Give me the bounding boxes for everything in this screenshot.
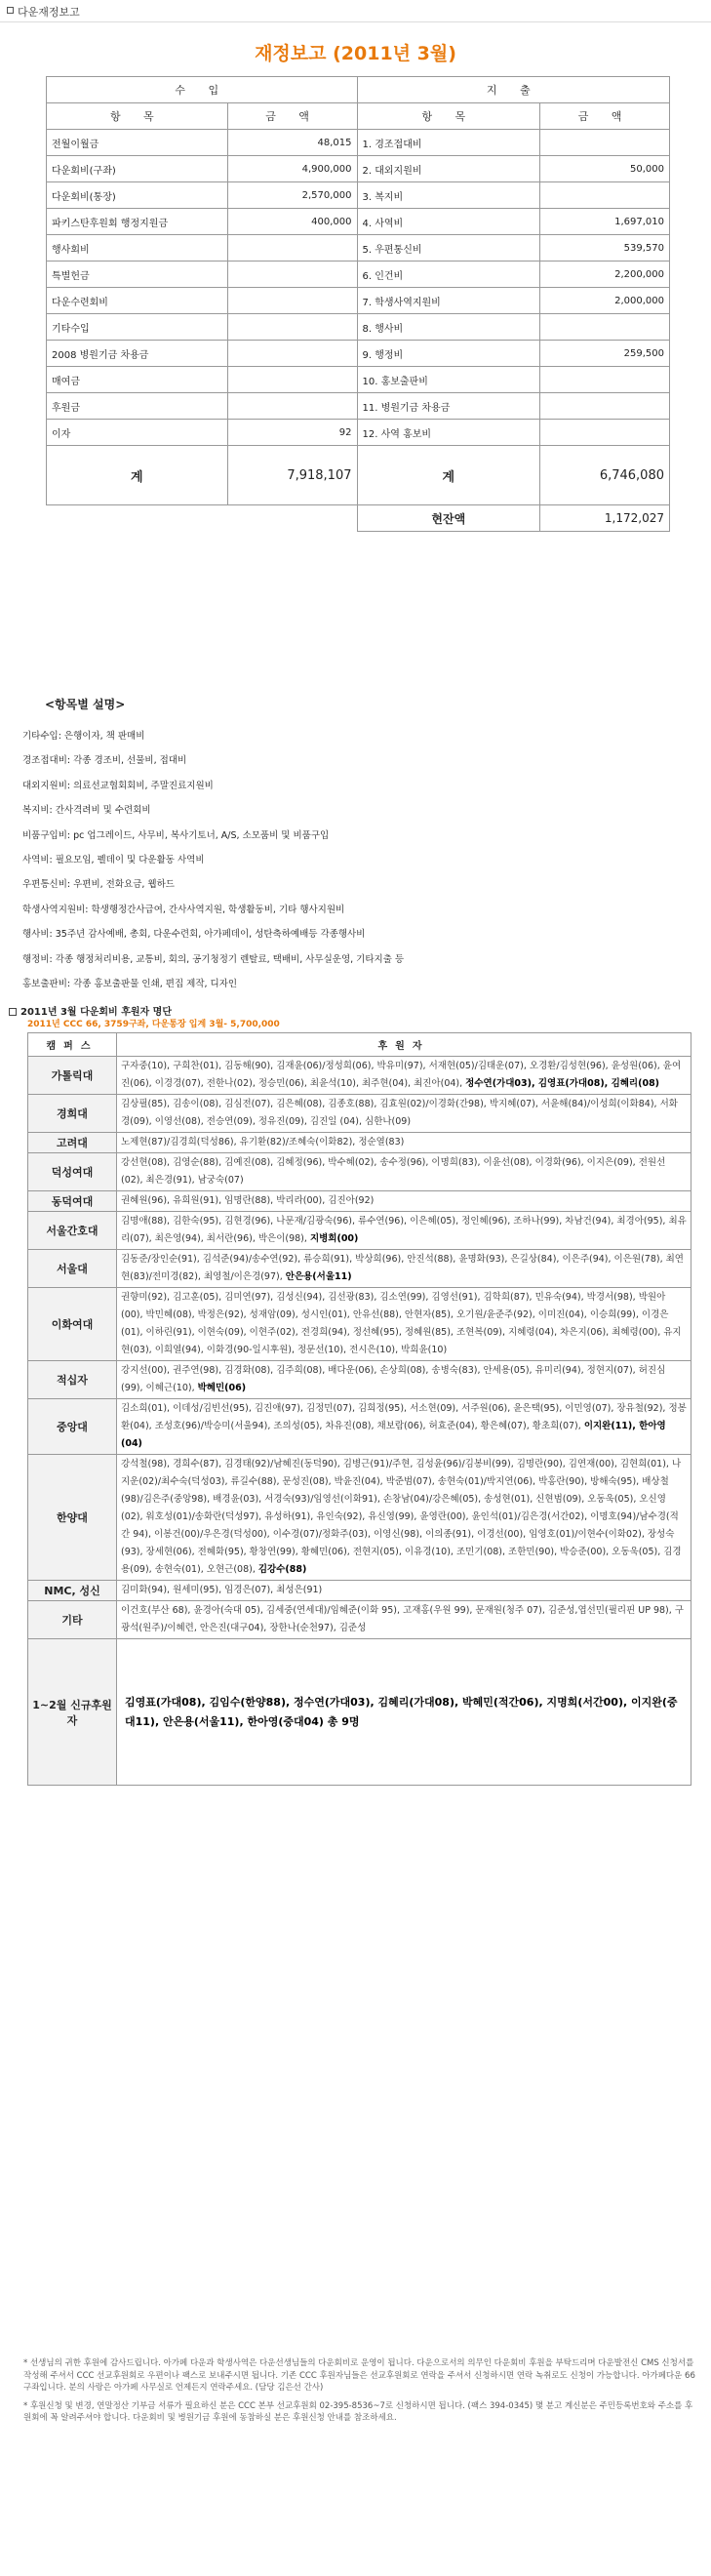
finance-row bbox=[47, 130, 670, 156]
finance-table bbox=[46, 76, 670, 532]
expense-amount: 2,200,000 bbox=[540, 262, 670, 288]
expense-amount bbox=[540, 367, 670, 393]
campus-name: 적십자 bbox=[28, 1361, 117, 1399]
balance-label: 현잔액 bbox=[357, 505, 540, 532]
income-item-header: 항 목 bbox=[47, 103, 228, 130]
bullet-square-icon bbox=[7, 7, 14, 14]
sponsor-names-text: 김상필(85), 김송이(08), 김심전(07), 김은혜(08), 김종호(88), 김효원(02)/이경화(간98), 박지혜(07), 서윤해(84)/이성희(이화84), 서화경(09), 이영선(08), 전승연(09), 정유진(09), 김진일 (04), 심한나(09) bbox=[121, 1099, 678, 1127]
income-header: 수 입 bbox=[47, 77, 358, 103]
sponsor-names bbox=[117, 1601, 691, 1639]
sponsor-names bbox=[117, 1191, 691, 1212]
expense-amount: 539,570 bbox=[540, 235, 670, 262]
legend-item: 비품구입비: pc 업그레이드, 사무비, 복사기토너, A/S, 소모품비 및 비품구입 bbox=[22, 829, 330, 841]
sponsor-row bbox=[28, 1095, 691, 1133]
sponsor-names-text: 권향미(92), 김고훈(05), 김미연(97), 김성신(94), 김선광(83), 김소연(99), 김영선(91), 김학희(87), 민유숙(94), 박경서(98), 박원아(00), 박민혜(08), 박정은(92), 성재암(09), 성시인(01), 안유선(88), 안현자(85), 오기원/윤준주(92), 이미진(04), 이승희(99), 이경은(01), 이하린(91), 이현숙(09), 이현주(02), 전경희(94), 정선혜(95), 정혜원(85), 조현복(09), 지혜령(04), 차은지(06), 최혜령(00), 유지현(03), 이희열(94), 이화경(90-일시후원), 정문선(10), 전시은(10), 박희윤(10) bbox=[121, 1292, 682, 1355]
finance-row bbox=[47, 235, 670, 262]
expense-item: 3. 복지비 bbox=[357, 182, 540, 209]
expense-header: 지 출 bbox=[357, 77, 670, 103]
sponsor-names bbox=[117, 1399, 691, 1455]
sponsor-row bbox=[28, 1399, 691, 1455]
sponsor-names bbox=[117, 1153, 691, 1191]
expense-item: 2. 대외지원비 bbox=[357, 156, 540, 182]
income-total-label: 계 bbox=[47, 446, 228, 505]
sponsor-row bbox=[28, 1212, 691, 1250]
expense-item: 12. 사역 홍보비 bbox=[357, 420, 540, 446]
income-amount: 92 bbox=[227, 420, 357, 446]
income-amount bbox=[227, 262, 357, 288]
expense-item: 5. 우편통신비 bbox=[357, 235, 540, 262]
legend-item: 행정비: 각종 행정처리비용, 교통비, 회의, 공기청정기 렌탈료, 택배비, 사무실운영, 기타지출 등 bbox=[22, 953, 405, 965]
expense-amount bbox=[540, 314, 670, 341]
income-item: 다운회비(구좌) bbox=[47, 156, 228, 182]
expense-item: 1. 경조접대비 bbox=[357, 130, 540, 156]
total-row bbox=[47, 446, 670, 505]
sponsor-names-text: 김미화(94), 원세미(95), 임경은(07), 최성은(91) bbox=[121, 1585, 323, 1595]
income-item: 파키스탄후원회 행정지원금 bbox=[47, 209, 228, 235]
sponsor-names-highlight: 박혜민(06) bbox=[197, 1383, 247, 1393]
income-amount-header: 금 액 bbox=[227, 103, 357, 130]
legend-item: 우편통신비: 우편비, 전화요금, 웹하드 bbox=[22, 879, 175, 891]
sponsor-names bbox=[117, 1212, 691, 1250]
legend-item: 행사비: 35주년 감사예배, 총회, 다운수련회, 아가페데이, 성탄축하예배등 각종행사비 bbox=[22, 929, 366, 941]
campus-name: 덕성여대 bbox=[28, 1153, 117, 1191]
sponsor-names-highlight: 지병희(00) bbox=[309, 1233, 359, 1244]
income-amount bbox=[227, 288, 357, 314]
income-amount: 48,015 bbox=[227, 130, 357, 156]
sponsor-row bbox=[28, 1639, 691, 1786]
sponsor-names bbox=[117, 1057, 691, 1095]
expense-item: 8. 행사비 bbox=[357, 314, 540, 341]
expense-item: 6. 인건비 bbox=[357, 262, 540, 288]
income-item: 다운수련회비 bbox=[47, 288, 228, 314]
expense-item: 7. 학생사역지원비 bbox=[357, 288, 540, 314]
income-total: 7,918,107 bbox=[227, 446, 357, 505]
campus-name: 고려대 bbox=[28, 1133, 117, 1153]
sponsor-row bbox=[28, 1455, 691, 1581]
legend-item: 대외지원비: 의료선교협회회비, 주말진료지원비 bbox=[22, 780, 214, 791]
legend-item: 홍보출판비: 각종 홍보출판물 인쇄, 편집 제작, 디자인 bbox=[22, 978, 238, 989]
balance-amount: 1,172,027 bbox=[540, 505, 670, 532]
sponsor-names-text: 권혜원(96), 유희원(91), 임명란(88), 박리라(00), 김진아(92) bbox=[121, 1195, 375, 1206]
sponsor-names-highlight: 김영표(가대08), 김임수(한양88), 정수연(가대03), 김혜리(가대08), 박혜민(적간06), 지명희(서간00), 이지완(중대11), 안은용(서울11), 한아영(중대04) 총 9명 bbox=[125, 1695, 678, 1728]
income-item: 다운회비(통장) bbox=[47, 182, 228, 209]
campus-name: 한양대 bbox=[28, 1455, 117, 1581]
footnote-1: * 선생님의 귀한 후원에 감사드립니다. 아가페 다운과 학생사역은 다운선생님들의 다운회비로 운영이 됩니다. 다운으로서의 의무인 다운회비 후원을 부탁드리며 다운발전신 CMS 신청서를 작성해 주셔서 CCC 선교후원회로 우편이나 팩스로 보내주시면 됩니다. 기존 CCC 후원자님들은 선교후원회로 연락을 주셔서 신청하시면 연락 녹취로도 신청이 가능합니다. 아가페다운 66구좌입니다. 분의 사랑은 아가페 사무실로 언제든지 연락주세요. (담당 김은선 간사) bbox=[23, 2358, 695, 2393]
sponsor-names-highlight: 김강수(88) bbox=[257, 1564, 307, 1575]
report-title: 재정보고 (2011년 3월) bbox=[255, 43, 456, 64]
expense-amount bbox=[540, 182, 670, 209]
income-item: 전월이월금 bbox=[47, 130, 228, 156]
sponsor-names bbox=[117, 1250, 691, 1288]
top-bar bbox=[0, 0, 711, 22]
campus-name: 1~2월 신규후원자 bbox=[28, 1639, 117, 1786]
sponsor-row bbox=[28, 1601, 691, 1639]
legend-item: 사역비: 필요모임, 펠데이 및 다운활동 사역비 bbox=[22, 854, 205, 865]
item-description-list bbox=[22, 724, 686, 996]
finance-row bbox=[47, 182, 670, 209]
campus-name: 가톨릭대 bbox=[28, 1057, 117, 1095]
income-amount bbox=[227, 314, 357, 341]
legend-title: <항목별 설명> bbox=[45, 698, 126, 711]
campus-header: 캠퍼스 bbox=[28, 1033, 117, 1057]
sponsor-names bbox=[117, 1095, 691, 1133]
expense-amount: 259,500 bbox=[540, 341, 670, 367]
expense-item: 9. 행정비 bbox=[357, 341, 540, 367]
footnotes bbox=[23, 2357, 696, 2431]
expense-amount: 50,000 bbox=[540, 156, 670, 182]
sponsor-header: 후원자 bbox=[117, 1033, 691, 1057]
income-item: 2008 병원기금 차용금 bbox=[47, 341, 228, 367]
legend-item: 학생사역지원비: 학생행정간사급여, 간사사역지원, 학생활동비, 기타 행사지원비 bbox=[22, 904, 345, 915]
balance-row bbox=[47, 505, 670, 532]
sponsor-row bbox=[28, 1581, 691, 1601]
sponsor-names-text: 김소희(01), 이데성/김빈선(95), 김진애(97), 김정민(07), 김희정(95), 서소현(09), 서주원(06), 윤은택(95), 이민영(07), 장유철(92), 정봉환(04), 조성호(96)/박승미(서울94), 조의성(05), 차유진(08), 채보람(06), 허효준(04), 황은혜(07), 황초희(07), bbox=[121, 1403, 687, 1431]
sponsor-names bbox=[117, 1133, 691, 1153]
income-amount: 2,570,000 bbox=[227, 182, 357, 209]
campus-name: 서울대 bbox=[28, 1250, 117, 1288]
sponsor-row bbox=[28, 1153, 691, 1191]
sponsor-names-highlight: 정수연(가대03), 김영표(가대08), 김혜리(08) bbox=[465, 1078, 660, 1089]
expense-amount bbox=[540, 393, 670, 420]
sponsor-row bbox=[28, 1288, 691, 1361]
footnote-2: * 후원신청 및 변경, 연말정산 기부금 서류가 필요하신 분은 CCC 본부 선교후원회 02-395-8536~7로 신청하시면 됩니다. (팩스 394-0345) 몇 분고 계신분은 주민등록번호와 주소를 후원회에 꼭 알려주셔야 합니다. 다운회비 및 병원기금 후원에 동참하실 분은 후원신청 안내를 참조하세요. bbox=[23, 2400, 693, 2423]
income-item: 이자 bbox=[47, 420, 228, 446]
income-amount bbox=[227, 393, 357, 420]
income-item: 매여금 bbox=[47, 367, 228, 393]
sponsor-names-text: 김동준/장인순(91), 김석준(94)/송수연(92), 류승희(91), 박상희(96), 안진석(88), 윤명화(93), 은길상(84), 이은주(94), 이은원(78), 최연현(83)/전미경(82), 최영철/이은경(97), bbox=[121, 1254, 684, 1282]
sponsor-row bbox=[28, 1250, 691, 1288]
sponsor-names bbox=[117, 1455, 691, 1581]
finance-row bbox=[47, 420, 670, 446]
campus-name: 기타 bbox=[28, 1601, 117, 1639]
expense-amount: 2,000,000 bbox=[540, 288, 670, 314]
expense-amount bbox=[540, 420, 670, 446]
sponsor-names-text: 강지선(00), 권주연(98), 김경화(08), 김주희(08), 배다운(06), 손상희(08), 송병숙(83), 안세용(05), 유미리(94), 정현지(07), 허진심(99), 이혜근(10), bbox=[121, 1365, 666, 1393]
income-item: 후원금 bbox=[47, 393, 228, 420]
finance-rows bbox=[47, 130, 670, 446]
expense-total-label: 계 bbox=[357, 446, 540, 505]
expense-amount: 1,697,010 bbox=[540, 209, 670, 235]
expense-amount bbox=[540, 130, 670, 156]
sponsor-names-text: 김명애(88), 김한숙(95), 김현경(96), 나문재/김광숙(96), 류수연(96), 이은혜(05), 정인혜(96), 조하나(99), 차남건(94), 최경아(95), 최유리(07), 최은영(94), 최서란(96), 박은이(98), bbox=[121, 1216, 687, 1244]
sponsor-row bbox=[28, 1191, 691, 1212]
bullet-square-icon bbox=[9, 1008, 17, 1016]
income-item: 특별헌금 bbox=[47, 262, 228, 288]
sponsor-names-text: 강석철(98), 경희수(87), 김경태(92)/남혜진(동덕90), 김병근(91)/주현, 김성윤(96)/김봉비(99), 김명란(90), 김연재(00), 김현희(01), 나지운(02)/최수숙(덕성03), 류길수(88), 문성진(08), 박윤진(04), 박준범(07), 송현숙(01)/박지연(06), 박홍란(90), 방해숙(95), 배상철(98)/김은주(중앙98), 배경윤(03), 서경숙(93)/임영선(이화91), 손창남(04)/강은혜(05), 송성현(01), 신현범(09), 오동욱(05), 오신영(02), 워호성(01)/송화란(덕성97), 유성하(91), 유인숙(92), 유신영(99), 윤영란(00), 윤인석(01)/김은경(서간02), 이명호(94)/남수경(적간 94), 이봉건(00)/우은경(덕성00), 이수경(07)/정화주(03), 이영신(98), 이의종(91), 이경선(00), 임영호(01)/이현수(이화02), 장성숙(93), 장세현(06), 전혜화(95), 황창연(99), 황혜민(06), 전현지(05), 이유경(10), 조민기(08), 조한민(90), 박승준(00), 오동욱(05), 김경용(09), 송현숙(01), 오현근(08), bbox=[121, 1459, 682, 1575]
income-amount: 400,000 bbox=[227, 209, 357, 235]
sponsor-heading-text: 2011년 3월 다운회비 후원자 명단 bbox=[20, 1007, 172, 1018]
income-amount: 4,900,000 bbox=[227, 156, 357, 182]
expense-item: 11. 병원기금 차용금 bbox=[357, 393, 540, 420]
sponsor-names-text: 노제현(87)/김경희(덕성86), 유기환(82)/조혜숙(이화82), 정순열(83) bbox=[121, 1137, 405, 1147]
campus-name: NMC, 성신 bbox=[28, 1581, 117, 1601]
income-item: 행사회비 bbox=[47, 235, 228, 262]
sponsor-subheading: 2011년 CCC 66, 3759구좌, 다운통장 입계 3월- 5,700,000 bbox=[27, 1020, 280, 1029]
finance-row bbox=[47, 209, 670, 235]
sponsor-names bbox=[117, 1639, 691, 1786]
expense-amount-header: 금 액 bbox=[540, 103, 670, 130]
expense-item: 4. 사역비 bbox=[357, 209, 540, 235]
legend-item: 기타수입: 은행이자, 책 판매비 bbox=[22, 731, 145, 742]
breadcrumb: 다운재정보고 bbox=[18, 6, 80, 19]
income-amount bbox=[227, 235, 357, 262]
campus-name: 서울간호대 bbox=[28, 1212, 117, 1250]
sponsor-row bbox=[28, 1361, 691, 1399]
sponsor-names bbox=[117, 1361, 691, 1399]
finance-row bbox=[47, 288, 670, 314]
campus-name: 경희대 bbox=[28, 1095, 117, 1133]
campus-name: 동덕여대 bbox=[28, 1191, 117, 1212]
finance-row bbox=[47, 314, 670, 341]
income-item: 기타수입 bbox=[47, 314, 228, 341]
sponsor-names-text: 강선현(08), 김영순(88), 김예진(08), 김혜정(96), 박수혜(02), 송수정(96), 이명희(83), 이윤선(08), 이경화(96), 이지은(09), 전원선(02), 최은경(91), 남궁숙(07) bbox=[121, 1157, 666, 1186]
legend-item: 경조접대비: 각종 경조비, 선물비, 접대비 bbox=[22, 755, 187, 767]
income-amount bbox=[227, 367, 357, 393]
finance-row bbox=[47, 262, 670, 288]
campus-name: 이화여대 bbox=[28, 1288, 117, 1361]
income-amount bbox=[227, 341, 357, 367]
sponsor-list-heading bbox=[9, 1003, 172, 1018]
expense-item: 10. 홍보출판비 bbox=[357, 367, 540, 393]
expense-item-header: 항 목 bbox=[357, 103, 540, 130]
sponsor-names-highlight: 안은용(서울11) bbox=[285, 1271, 352, 1282]
campus-name: 중앙대 bbox=[28, 1399, 117, 1455]
finance-row bbox=[47, 393, 670, 420]
sponsor-names bbox=[117, 1288, 691, 1361]
sponsor-names bbox=[117, 1581, 691, 1601]
sponsor-row bbox=[28, 1133, 691, 1153]
finance-row bbox=[47, 367, 670, 393]
legend-item: 복지비: 간사격려비 및 수련회비 bbox=[22, 805, 151, 817]
sponsor-names-text: 구자중(10), 구희찬(01), 김동해(90), 김재윤(06)/정성희(06), 박유미(97), 서재현(05)/김태운(07), 오경환/김성현(96), 윤성원(06), 윤여진(06), 이경경(07), 전한나(02), 정승민(06), 최윤석(10), 최주현(04), 최진아(04), bbox=[121, 1061, 682, 1089]
sponsor-names-highlight: 이지완(11), 한아영(04) bbox=[121, 1421, 666, 1449]
expense-total: 6,746,080 bbox=[540, 446, 670, 505]
sponsor-table bbox=[27, 1032, 691, 1786]
sponsor-row bbox=[28, 1057, 691, 1095]
finance-row bbox=[47, 156, 670, 182]
sponsor-names-text: 이건호(부산 68), 윤경아(숙대 05), 김세중(연세대)/임혜준(이화 95), 고재홍(우원 99), 문재원(청주 07), 김준성,엽선민(필리핀 UP 98), 구광석(원주)/이혜련, 안은진(대구04), 장한나(순천97), 김준성 bbox=[121, 1605, 684, 1633]
finance-row bbox=[47, 341, 670, 367]
sponsor-rows bbox=[28, 1057, 691, 1786]
